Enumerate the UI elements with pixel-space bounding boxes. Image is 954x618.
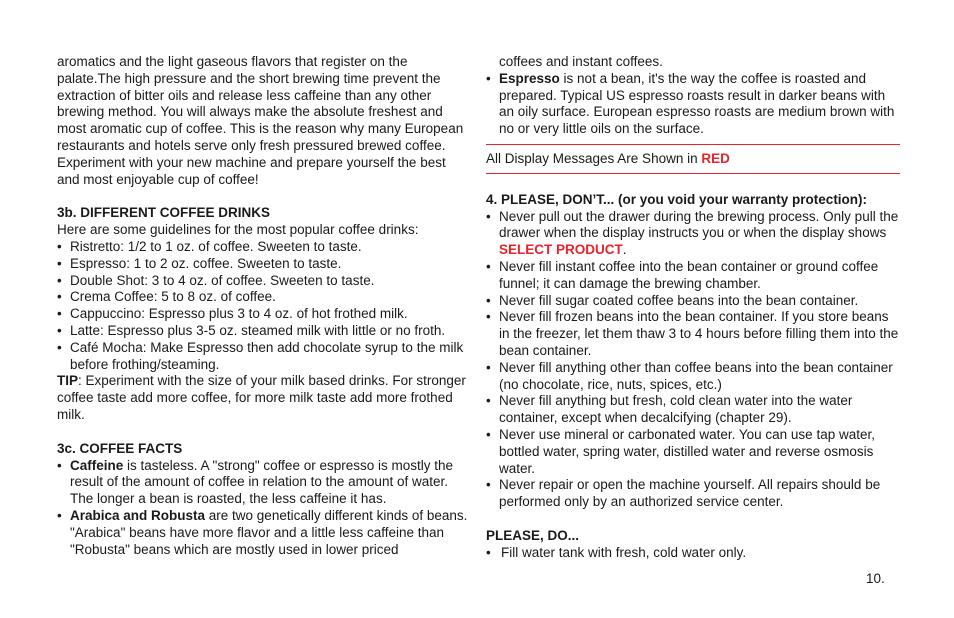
continued-text: coffees and instant coffees.	[499, 54, 663, 69]
tip-label: TIP	[57, 373, 79, 389]
do-heading: PLEASE, DO...	[486, 527, 580, 543]
facts-list	[57, 458, 469, 559]
dont-list	[486, 209, 900, 511]
list-item: • Latte: Espresso plus 3-5 oz. steamed milk with little or no froth.	[57, 323, 469, 340]
do-list	[486, 545, 900, 562]
fact-term: Arabica and Robusta	[70, 507, 206, 523]
list-item: • Never repair or open the machine yourself. All repairs should be performed only by an authorized service center.	[486, 477, 900, 511]
dont-text-end: .	[622, 242, 627, 258]
fact-text: is tasteless. A "strong" coffee or espresso is mostly the result of the amount of coffee in relation to the amount of water. The longer a bean is roasted, the less caffeine it has.	[70, 457, 454, 507]
espresso-term: Espresso	[499, 70, 560, 86]
drinks-intro: Here are some guidelines for the most popular coffee drinks:	[57, 222, 419, 238]
page-number: 10.	[866, 571, 885, 586]
dont-text: Never pull out the drawer during the brewing process. Only pull the drawer when the display instructs you or when the display shows	[499, 208, 899, 241]
right-column	[486, 54, 900, 562]
select-product-message: SELECT PRODUCT	[499, 242, 623, 258]
intro-paragraph: aromatics and the light gaseous flavors that register on the palate.The high pressure and the short brewing time prevent the extraction of bitter oils and release less caffeine than any other brewing method. You will always make the absolute freshest and most aromatic cup of coffee. This is the reason why many European restaurants and hotels serve only fresh pressured brewed coffee. Experiment with your new machine and prepare yourself the best and most enjoyable cup of coffee!	[57, 54, 464, 187]
tip-text: : Experiment with the size of your milk based drinks. For stronger coffee taste add more coffee, for more milk taste add more frothed milk.	[57, 373, 466, 422]
list-item: • Café Mocha: Make Espresso then add chocolate syrup to the milk before frothing/steaming.	[57, 340, 469, 374]
list-item	[57, 508, 469, 558]
list-item: • Cappuccino: Espresso plus 3 to 4 oz. of hot frothed milk.	[57, 306, 469, 323]
list-item: • Never use mineral or carbonated water. You can use tap water, bottled water, spring water, distilled water and reverse osmosis water.	[486, 427, 900, 477]
left-column	[57, 54, 469, 558]
drinks-list	[57, 239, 469, 373]
list-item: • Espresso: 1 to 2 oz. coffee. Sweeten to taste.	[57, 256, 469, 273]
list-item: • Double Shot: 3 to 4 oz. of coffee. Sweeten to taste.	[57, 273, 469, 290]
espresso-list	[486, 71, 900, 138]
display-note-red: RED	[701, 150, 730, 166]
list-item: • Fill water tank with fresh, cold water only.	[486, 545, 900, 562]
list-item: • Never fill sugar coated coffee beans into the bean container.	[486, 293, 900, 310]
espresso-text: is not a bean, it's the way the coffee is roasted and prepared. Typical US espresso roasts result in darker beans with an oily surface. European espresso roasts are medium brown with no or very little oils on the surface.	[499, 70, 895, 137]
drinks-heading: 3b. DIFFERENT COFFEE DRINKS	[57, 205, 271, 221]
display-note-box	[486, 144, 900, 174]
list-item: • Ristretto: 1/2 to 1 oz. of coffee. Sweeten to taste.	[57, 239, 469, 256]
dont-heading: 4. PLEASE, DON’T... (or you void your warranty protection):	[486, 191, 868, 207]
fact-term: Caffeine	[70, 457, 124, 473]
display-note-text: All Display Messages Are Shown in	[486, 150, 702, 166]
fact-text: are two genetically different kinds of beans. "Arabica" beans have more flavor and a little less caffeine than "Robusta" beans which are mostly used in lower priced	[70, 507, 468, 557]
list-item	[486, 71, 900, 138]
list-item	[486, 209, 900, 259]
list-item: • Never fill frozen beans into the bean container. If you store beans in the freezer, let them thaw 3 to 4 hours before filling them into the bean container.	[486, 309, 900, 359]
list-item	[57, 458, 469, 508]
list-item: • Never fill anything other than coffee beans into the bean container (no chocolate, rice, nuts, spices, etc.)	[486, 360, 900, 394]
list-item: • Never fill anything but fresh, cold clean water into the water container, except when decalcifying (chapter 29).	[486, 393, 900, 427]
tip-paragraph	[57, 373, 469, 423]
facts-heading: 3c. COFFEE FACTS	[57, 440, 183, 456]
list-item: • Never fill instant coffee into the bean container or ground coffee funnel; it can damage the brewing chamber.	[486, 259, 900, 293]
list-item: • Crema Coffee: 5 to 8 oz. of coffee.	[57, 289, 469, 306]
